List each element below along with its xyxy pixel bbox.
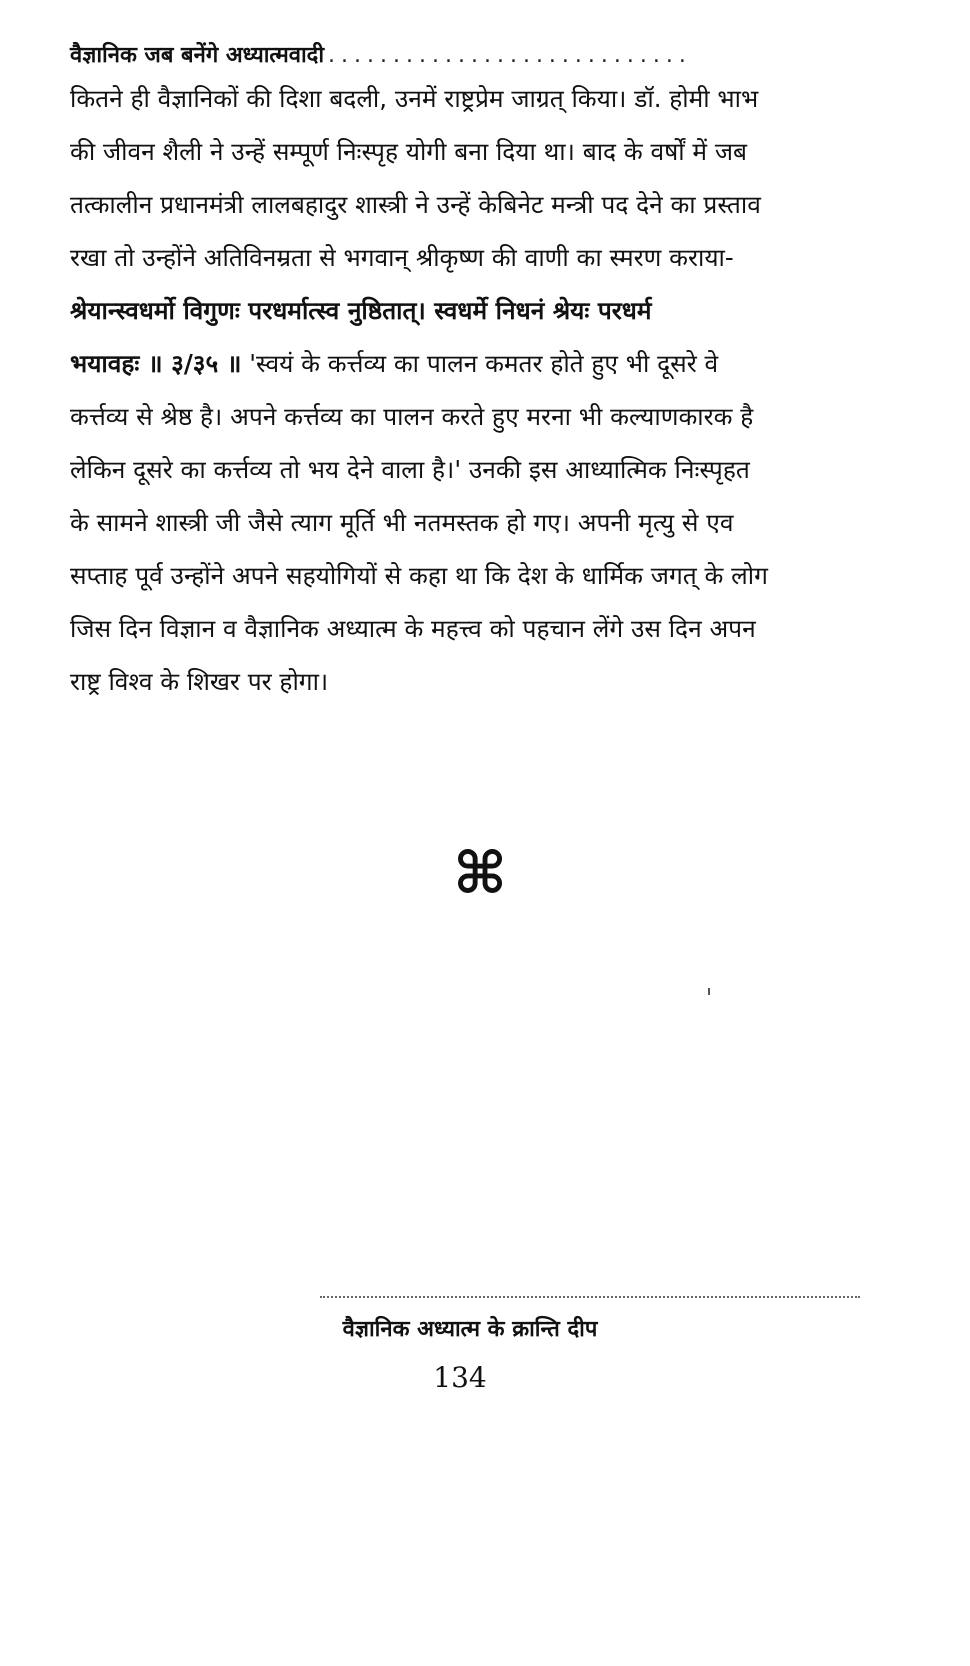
sanskrit-verse: श्रेयान्स्वधर्मो विगुणः परधर्मात्स्व नुष्ठितात्। स्वधर्मे निधनं श्रेयः परधर्म: [70, 296, 652, 325]
running-header: [70, 38, 910, 74]
text-line: रखा तो उन्होंने अतिविनम्रता से भगवान् श्रीकृष्ण की वाणी का स्मरण कराया-: [70, 243, 734, 272]
text-line: की जीवन शैली ने उन्हें सम्पूर्ण निःस्पृह योगी बना दिया था। बाद के वर्षों में जब: [70, 137, 747, 166]
print-speck: [708, 988, 710, 995]
text-line: जिस दिन विज्ञान व वैज्ञानिक अध्यात्म के महत्त्व को पहचान लेंगे उस दिन अपन: [70, 614, 756, 643]
footer-dotted-rule: [320, 1296, 860, 1298]
dot-leader: ............................: [328, 43, 692, 68]
text-line: के सामने शास्त्री जी जैसे त्याग मूर्ति भी नतमस्तक हो गए। अपनी मृत्यु से एव: [70, 508, 734, 537]
text-line: राष्ट्र विश्व के शिखर पर होगा।: [70, 667, 329, 696]
text-line: [70, 337, 970, 390]
command-ornament-icon: ⌘: [453, 839, 507, 907]
text-line: तत्कालीन प्रधानमंत्री लालबहादुर शास्त्री ने उन्हें केबिनेट मन्त्री पद देने का प्रस्ताव: [70, 190, 761, 219]
body-paragraph: [70, 72, 970, 696]
text-line: लेकिन दूसरे का कर्त्तव्य तो भय देने वाला है।' उनकी इस आध्यात्मिक निःस्पृहत: [70, 455, 750, 484]
page-number: 134: [433, 1361, 487, 1394]
text-line: कर्त्तव्य से श्रेष्ठ है। अपने कर्त्तव्य का पालन करते हुए मरना भी कल्याणकारक है: [70, 402, 754, 431]
footer-book-title: वैज्ञानिक अध्यात्म के क्रान्ति दीप: [342, 1317, 598, 1342]
verse-line: [70, 284, 970, 337]
translation-start: 'स्वयं के कर्त्तव्य का पालन कमतर होते हुए भी दूसरे वे: [241, 349, 719, 378]
running-title: वैज्ञानिक जब बनेंगे अध्यात्मवादी: [70, 43, 325, 68]
text-line: सप्ताह पूर्व उन्होंने अपने सहयोगियों से कहा था कि देश के धार्मिक जगत् के लोग: [70, 561, 768, 590]
text-line: कितने ही वैज्ञानिकों की दिशा बदली, उनमें राष्ट्रप्रेम जाग्रत् किया। डॉ. होमी भाभ: [70, 84, 759, 113]
verse-reference: भयावहः ॥ ३/३५ ॥: [70, 349, 242, 378]
